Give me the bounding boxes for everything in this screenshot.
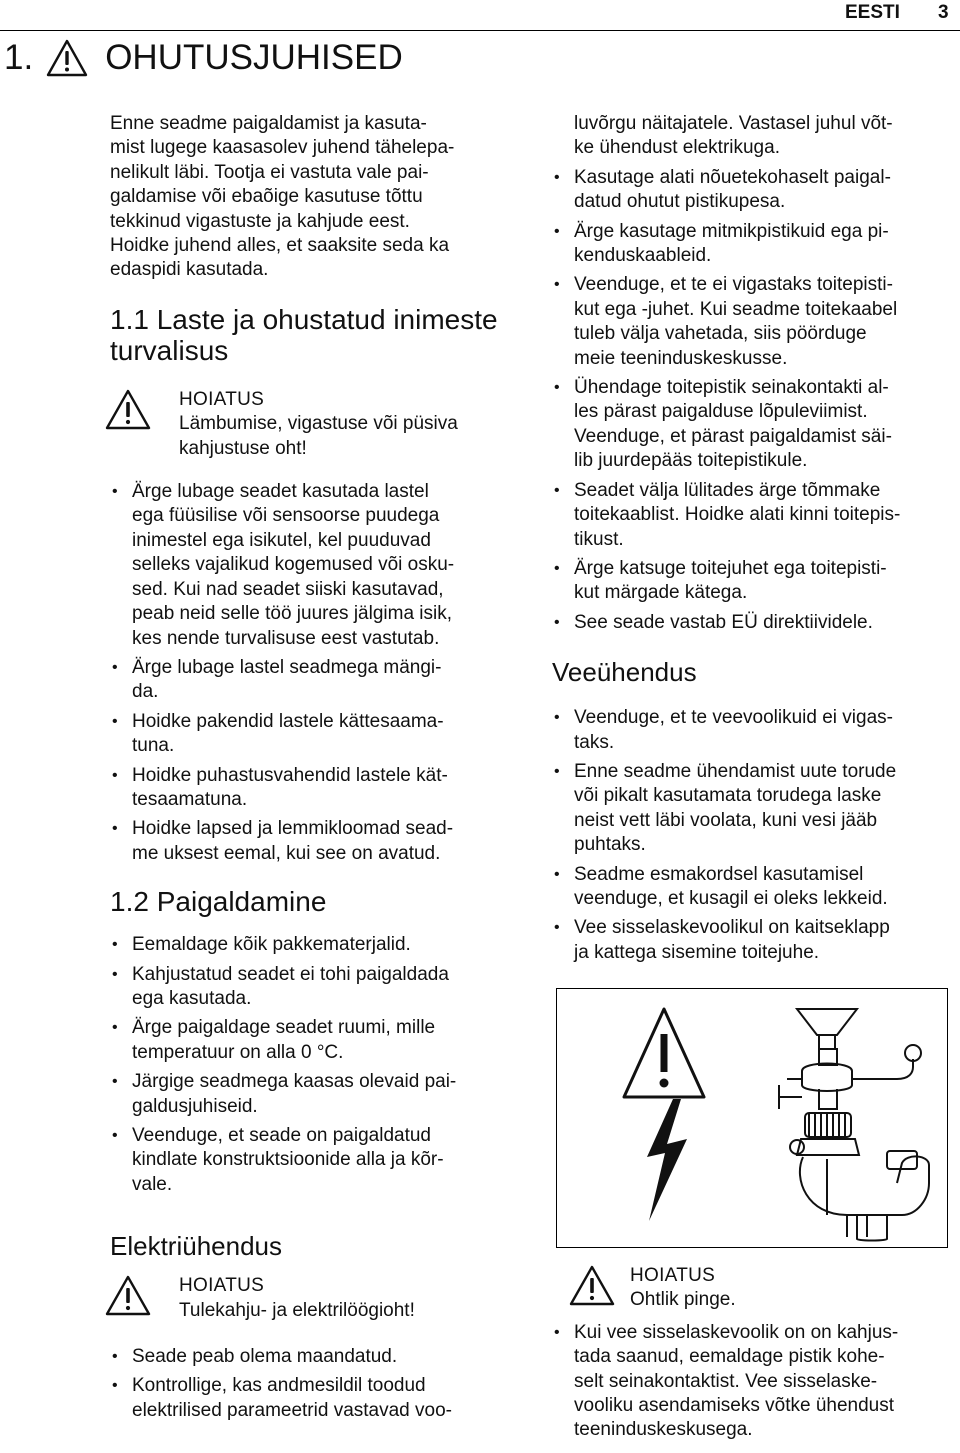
warning-icon	[104, 388, 152, 432]
section-number: 1.	[4, 38, 34, 77]
warning-icon	[45, 38, 89, 78]
hose-damage-list	[552, 1321, 960, 1443]
inlet-hose-icon	[790, 1113, 929, 1241]
section-title	[4, 36, 403, 80]
warning-text	[630, 1264, 736, 1313]
continuation-paragraph: luvõrgu näitajatele. Vastasel juhul võt- ke ühendust elektrikuga.	[574, 113, 893, 159]
right-lower-block	[552, 1264, 960, 1448]
text-line: Hoidke juhend alles, et saaksite seda ka	[110, 235, 450, 257]
text-line: mist lugege kaasasolev juhend tähelepa-	[110, 137, 455, 159]
warning-box-children	[0, 388, 530, 461]
text-line: nelikult läbi. Tootja ei vastuta vale pai-	[110, 161, 429, 183]
children-safety-list	[110, 480, 530, 866]
text-line: edaspidi kasutada.	[110, 259, 269, 281]
subsection-title-line: turvalisus	[110, 334, 229, 366]
warning-line: Ohtlik pinge.	[630, 1289, 736, 1311]
text-line: Enne seadme paigaldamist ja kasuta-	[110, 113, 427, 134]
tap-icon	[779, 1009, 921, 1109]
text-line: galdamise või ebaõige kasutuse tõttu	[110, 186, 423, 208]
list-item: • Seadet välja lülitades ärge tõmmake toitekaablist. Hoidke alati kinni toitepis- tikust.	[552, 479, 960, 552]
list-item: • Kontrollige, kas andmesildil toodud elektrilised parameetrid vastavad voo-	[110, 1374, 530, 1423]
list-item: • Ärge kasutage mitmikpistikuid ega pi- kenduskaableid.	[552, 220, 960, 269]
list-item: • Järgige seadmega kaasas olevaid pai- galdusjuhiseid.	[110, 1070, 530, 1119]
subsection-1-2-title	[110, 886, 530, 917]
warning-box-electric	[0, 1274, 530, 1323]
list-item: • Eemaldage kõik pakkematerjalid.	[110, 933, 530, 957]
list-item: • Seadme esmakordsel kasutamisel veenduge, et kusagil ei oleks lekkeid.	[552, 863, 960, 912]
right-column	[552, 112, 960, 970]
warning-icon	[568, 1264, 616, 1308]
subsection-title-line: Laste ja ohustatud inimeste	[156, 303, 498, 335]
electric-title: Elektriühendus	[110, 1231, 282, 1262]
subsection-number: 1.2	[110, 886, 149, 918]
list-item: • Hoidke lapsed ja lemmikloomad sead- me uksest eemal, kui see on avatud.	[110, 817, 530, 866]
list-item: • Ärge lubage lastel seadmega mängi- da.	[110, 656, 530, 705]
subsection-title-line: Paigaldamine	[156, 886, 327, 918]
warning-icon	[624, 1009, 704, 1097]
warning-text	[179, 388, 458, 461]
list-item: • Seade peab olema maandatud.	[110, 1345, 530, 1369]
warning-label: HOIATUS	[179, 388, 265, 410]
page-number: 3	[938, 2, 949, 23]
list-item: • Kui vee sisselaskevoolik on on kahjus- tada saanud, eemaldage pistik kohe- selt seinakontaktist. Vee sisselaske- vooliku asendamiseks võtke ühendust teeninduskeskusega.	[552, 1321, 960, 1443]
text-line: tekkinud vigastuste ja kahjude eest.	[110, 210, 410, 232]
list-item: • Ärge katsuge toitejuhet ega toitepisti- kut märgade kätega.	[552, 557, 960, 606]
warning-line: kahjustuse oht!	[179, 437, 307, 459]
list-item: • Kahjustatud seadet ei tohi paigaldada ega kasutada.	[110, 963, 530, 1012]
left-column	[110, 112, 530, 1428]
warning-text	[179, 1274, 415, 1323]
section-heading-text: OHUTUSJUHISED	[105, 38, 403, 77]
installation-list	[110, 933, 530, 1197]
warning-label: HOIATUS	[179, 1275, 265, 1297]
warning-line: Lämbumise, vigastuse või püsiva	[179, 413, 458, 435]
language-label: EESTI	[845, 2, 900, 23]
warning-icon	[104, 1274, 152, 1318]
list-item: • Hoidke pakendid lastele kättesaama- tuna.	[110, 710, 530, 759]
subsection-number: 1.1	[110, 303, 149, 335]
list-item: • See seade vastab EÜ direktiividele.	[552, 611, 960, 635]
list-item: • Hoidke puhastusvahendid lastele kät- tesaamatuna.	[110, 764, 530, 813]
list-item: • Kasutage alati nõuetekohaselt paigal- datud ohutut pistikupesa.	[552, 166, 960, 215]
water-list	[552, 706, 960, 965]
header-rule	[0, 30, 960, 31]
list-item: • Veenduge, et te veevoolikuid ei vigas- taks.	[552, 706, 960, 755]
list-item: • Ühendage toitepistik seinakontakti al- les pärast paigalduse lõpuleviimist. Veenduge, et pärast paigaldamist säi- lib juurdepääs toitepistikule.	[552, 376, 960, 474]
hose-drawing	[557, 989, 947, 1247]
high-voltage-icon	[621, 1099, 707, 1221]
list-item: • Veenduge, et seade on paigaldatud kindlate konstruktsioonide alla ja kõr- vale.	[110, 1124, 530, 1197]
list-item: • Ärge lubage seadet kasutada lastel ega füüsilise või sensoorse puudega inimestel ega isikutel, kel puuduvad selleks vajalikud kogemused või osku- sed. Kui nad seadet siiski kasutavad, peab neid selle töö juures jälgima isik, kes nende turvalisuse eest vastutab.	[110, 480, 530, 651]
hose-illustration	[556, 988, 948, 1248]
warning-line: Tulekahju- ja elektrilöögioht!	[179, 1299, 415, 1321]
intro-paragraph	[110, 112, 530, 283]
warning-box-voltage	[568, 1264, 960, 1313]
list-item: • Enne seadme ühendamist uute torude või pikalt kasutamata torudega laske neist vett läbi voolata, kuni vesi jääb puhtaks.	[552, 760, 960, 858]
subsection-1-1-title	[110, 304, 530, 366]
list-item: • Ärge paigaldage seadet ruumi, mille temperatuur on alla 0 °C.	[110, 1016, 530, 1065]
list-item: • Veenduge, et te ei vigastaks toitepisti- kut ega -juhet. Kui seadme toitekaabel tuleb välja vahetada, siis pöörduge meie teeninduskeskusse.	[552, 273, 960, 371]
electric-list-continued	[552, 166, 960, 635]
list-item: • Vee sisselaskevoolikul on kaitseklapp ja kattega sisemine toitejuhe.	[552, 916, 960, 965]
electric-list	[110, 1345, 530, 1423]
warning-label: HOIATUS	[630, 1265, 716, 1286]
water-title: Veeühendus	[552, 657, 697, 688]
